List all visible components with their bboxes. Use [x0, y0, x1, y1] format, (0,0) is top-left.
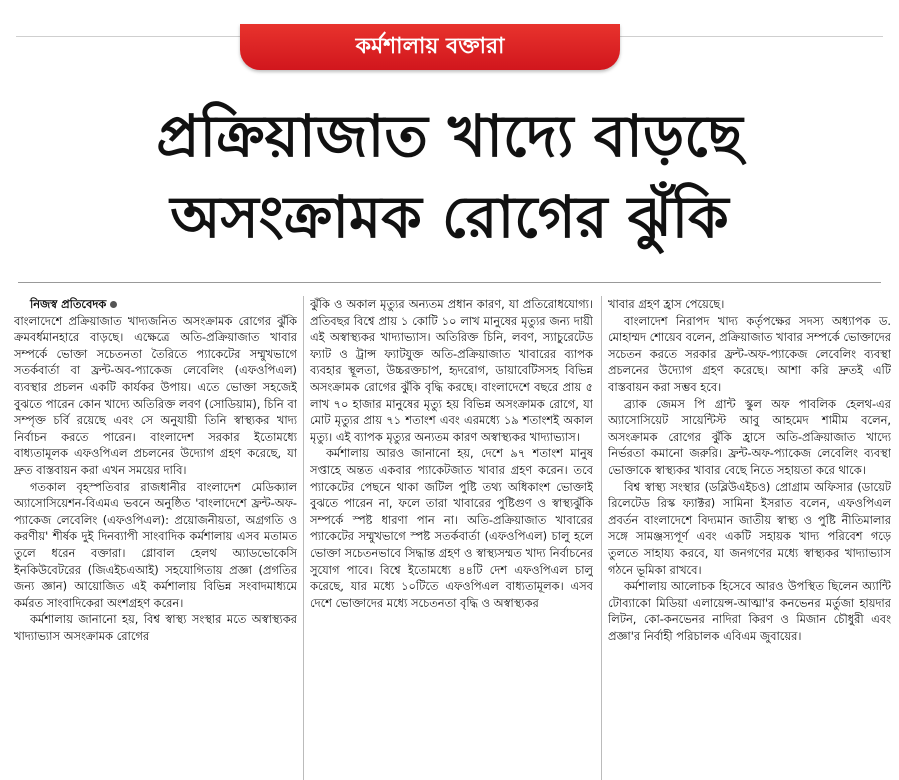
headline-line-2: অসংক্রামক রোগের ঝুঁকি — [170, 183, 729, 251]
section-banner: কর্মশালায় বক্তারা — [240, 24, 620, 70]
article-column-2 — [310, 296, 593, 780]
paragraph: বিশ্ব স্বাস্থ্য সংস্থার (ডব্লিউএইচও) প্রোগ্রাম অফিসার (ডায়েট রিলেটেড রিস্ক ফ্যাক্টর) সামিনা ইসরাত বলেন, এফওপিএল প্রবর্তন বাংলাদেশে বিদ্যমান জাতীয় স্বাস্থ্য ও পুষ্টি নীতিমালার সঙ্গে সামঞ্জস্যপূর্ণ এবং একটি সহায়ক খাদ্য পরিবেশ গড়ে তুলতে সাহায্য করবে, যা জনগণের মধ্যে স্বাস্থ্যকর খাদ্যাভ্যাস গঠনে ভূমিকা রাখবে। — [608, 479, 891, 577]
byline-text: নিজস্ব প্রতিবেদক — [29, 297, 107, 311]
paragraph: ঝুঁকি ও অকাল মৃত্যুর অন্যতম প্রধান কারণ, যা প্রতিরোধযোগ্য। প্রতিবছর বিশ্বে প্রায় ১ কোটি ১০ লাখ মানুষের মৃত্যুর জন্য দায়ী এই অস্বাস্থ্যকর খাদ্যাভ্যাস। অতিরিক্ত চিনি, লবণ, স্যাচুরেটেড ফ্যাট ও ট্রান্স ফ্যাটযুক্ত অতি-প্রক্রিয়াজাত খাবারের ব্যাপক ব্যবহার স্থূলতা, উচ্চরক্তচাপ, হৃদরোগ, ডায়াবেটিসসহ বিভিন্ন অসংক্রামক রোগের ঝুঁকি বৃদ্ধি করছে। বাংলাদেশে বছরে প্রায় ৫ লাখ ৭০ হাজার মানুষের মৃত্যু হয় বিভিন্ন অসংক্রামক রোগে, যা মোট মৃত্যুর প্রায় ৭১ শতাংশ এবং এরমধ্যে ১৯ শতাংশই অকাল মৃত্যু। এই ব্যাপক মৃত্যুর অন্যতম কারণ অস্বাস্থ্যকর খাদ্যাভ্যাস। — [310, 297, 593, 444]
paragraph: গতকাল বৃহস্পতিবার রাজধানীর বাংলাদেশ মেডিক্যাল অ্যাসোসিয়েশন-বিএমএ ভবনে অনুষ্ঠিত 'বাংলাদেশে ফ্রন্ট-অফ-প্যাকেজ লেবেলিং (এফওপিএল): প্রয়োজনীয়তা, অগ্রগতি ও করণীয়' শীর্ষক দুই দিনব্যাপী সাংবাদিক কর্মশালায় এসব মতামত তুলে ধরেন বক্তারা। গ্লোবাল হেলথ অ্যাডভোকেসি ইনকিউবেটরের (জিএইচএআই) সহযোগিতায় প্রজ্ঞা (প্রগতির জন্য জ্ঞান) আয়োজিত এই কর্মশালায় বিভিন্ন সংবাদমাধ্যমে কর্মরত সাংবাদিকেরা অংশগ্রহণ করেন। — [14, 479, 297, 610]
byline — [14, 296, 297, 313]
headline-rule — [18, 282, 881, 283]
article-column-1 — [14, 296, 297, 780]
article-column-3 — [608, 296, 891, 780]
paragraph: কর্মশালায় আরও জানানো হয়, দেশে ৯৭ শতাংশ মানুষ সপ্তাহে অন্তত একবার প্যাকেটজাত খাবার গ্রহণ করেন। তবে প্যাকেটের পেছনে থাকা জটিল পুষ্টি তথ্য অধিকাংশ ভোক্তাই বুঝতে পারেন না, ফলে তারা খাবারের পুষ্টিগুণ ও স্বাস্থ্যঝুঁকি সম্পর্কে স্পষ্ট ধারণা পান না। অতি-প্রক্রিয়াজাত খাবারের প্যাকেটের সম্মুখভাগে স্পষ্ট সতর্কবার্তা (এফওপিএল) চালু হলে ভোক্তা সচেতনভাবে সিদ্ধান্ত গ্রহণ ও স্বাস্থ্যসম্মত খাদ্য নির্বাচনের সুযোগ পাবে। বিশ্বে ইতোমধ্যে ৪৪টি দেশ এফওপিএল চালু করেছে, যার মধ্যে ১০টিতে এফওপিএল বাধ্যতামূলক। এসব দেশে ভোক্তাদের মধ্যে সচেতনতা বৃদ্ধি ও অস্বাস্থ্যকর — [310, 446, 593, 610]
paragraph: খাবার গ্রহণ হ্রাস পেয়েছে। — [608, 297, 725, 311]
byline-dot-icon — [110, 301, 117, 308]
column-divider — [601, 296, 602, 780]
paragraph: কর্মশালায় জানানো হয়, বিশ্ব স্বাস্থ্য সংস্থার মতে অস্বাস্থ্যকর খাদ্যাভ্যাস অসংক্রামক রোগের — [14, 612, 297, 643]
paragraph: কর্মশালায় আলোচক হিসেবে আরও উপস্থিত ছিলেন অ্যান্টি টোব্যাকো মিডিয়া এলায়েন্স-আত্মা'র কনভেনর মর্তুজা হায়দার লিটন, কো-কনভেনর নাদিরা কিরণ ও মিজান চৌধুরী এবং প্রজ্ঞা'র নির্বাহী পরিচালক এবিএম জুবায়ের। — [608, 579, 891, 643]
paragraph: বাংলাদেশে প্রক্রিয়াজাত খাদ্যজনিত অসংক্রামক রোগের ঝুঁকি ক্রমবর্ধমানহারে বাড়ছে। এক্ষেত্রে অতি-প্রক্রিয়াজাত খাবার সম্পর্কে ভোক্তা সচেতনতা তৈরিতে প্যাকেটের সম্মুখভাগে সতর্কবার্তা বা ফ্রন্ট-অব-প্যাকেজ লেবেলিং (এফওপিএল) ব্যবস্থার প্রচলন একটি কার্যকর উপায়। এতে ভোক্তা সহজেই বুঝতে পারেন কোন খাদ্যে অতিরিক্ত লবণ (সোডিয়াম), চিনি বা সম্পৃক্ত চর্বি রয়েছে এবং সে অনুযায়ী তিনি স্বাস্থ্যকর খাদ্য নির্বাচন করতে পারেন। বাংলাদেশ সরকার ইতোমধ্যে বাধ্যতামূলক এফওপিএল প্রচলনের উদ্যোগ গ্রহণ করেছে, যা দ্রুত বাস্তবায়ন করা এখন সময়ের দাবি। — [14, 313, 297, 477]
paragraph: ব্র্যাক জেমস পি গ্রান্ট স্কুল অফ পাবলিক হেলথ-এর অ্যাসোসিয়েট সায়েন্টিস্ট আবু আহমেদ শামীম বলেন, অসংক্রামক রোগের ঝুঁকি হ্রাসে অতি-প্রক্রিয়াজাত খাদ্যে নির্ভরতা কমানো জরুরি। ফ্রন্ট-অফ-প্যাকেজ লেবেলিং ব্যবস্থা ভোক্তাকে স্বাস্থ্যকর খাবার বেছে নিতে সহায়তা করে থাকে। — [608, 396, 891, 477]
paragraph: বাংলাদেশ নিরাপদ খাদ্য কর্তৃপক্ষের সদস্য অধ্যাপক ড. মোহাম্মদ শোয়েব বলেন, প্রক্রিয়াজাত খাবার সম্পর্কে ভোক্তাদের সচেতন করতে সরকার ফ্রন্ট-অফ-প্যাকেজ লেবেলিং ব্যবস্থা প্রচলনের উদ্যোগ গ্রহণ করেছে। আশা করি দ্রুতই এটি বাস্তবায়ন করা সম্ভব হবে। — [608, 313, 891, 394]
headline — [0, 98, 899, 260]
headline-line-1: প্রক্রিয়াজাত খাদ্যে বাড়ছে — [156, 102, 743, 170]
column-divider — [303, 296, 304, 780]
